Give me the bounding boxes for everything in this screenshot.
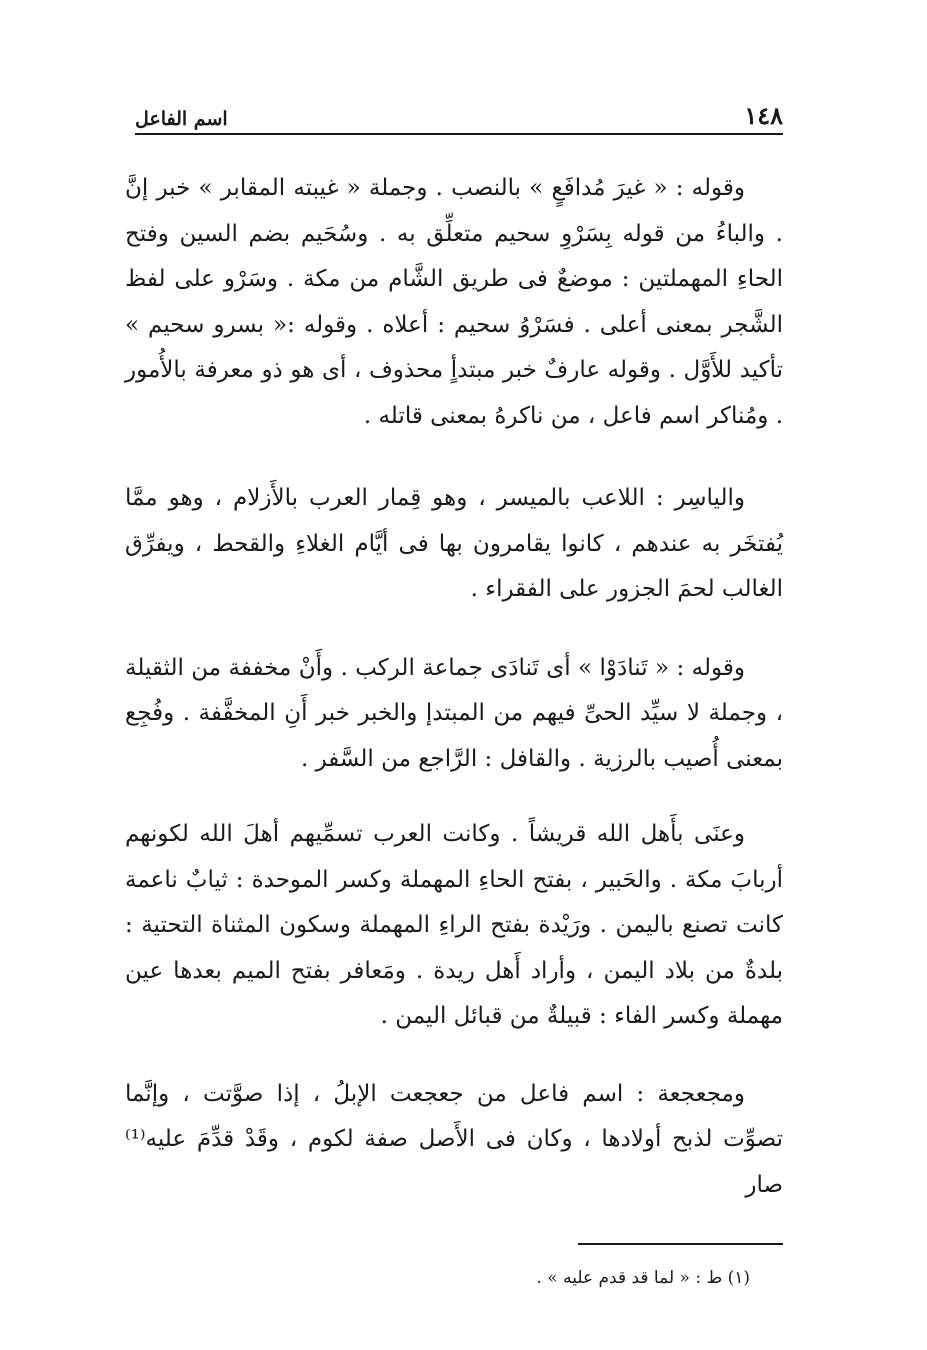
footnote: (١) ط : « لما قد قدم عليه » . — [536, 1268, 750, 1288]
header-rule — [135, 133, 783, 135]
paragraph-1: وقوله : « غيرَ مُدافَعٍ » بالنصب . وجملة « غيبته المقابر » خبر إنَّ . والباءُ من قوله بِسَرْوِ سحيم متعلِّق به . وسُحَيم بضم السين وفتح الحاءِ المهملتين : موضعٌ فى طريق الشَّام من مكة . وسَرْو على لفظ الشَّجر بمعنى أعلى . فسَرْوُ سحيم : أعلاه . وقوله :« بسرو سحيم » تأكيد للأَوَّل . وقوله عارفٌ خبر مبتدأٍ محذوف ، أى هو ذو معرفة بالأُمور . ومُناكر اسم فاعل ، من ناكرهُ بمعنى قاتله . — [125, 175, 783, 429]
paragraph-5: ومجعجعة : اسم فاعل من جعجعت الإبلُ ، إذا صوَّتت ، وإنَّما تصوِّت لذبح أولادها ، وكان فى الأَصل صفة لكوم ، وقَدْ قدِّمَ عليه⁽¹⁾ صار — [125, 1080, 783, 1198]
body-text — [125, 160, 783, 1208]
page-header — [135, 100, 783, 130]
paragraph-2: والياسِر : اللاعب بالميسر ، وهو قِمار العرب بالأَزلام ، وهو ممَّا يُفتخَر به عندهم ، كانوا يقامرون بها فى أيَّام الغلاءِ والقحط ، ويفرِّق الغالب لحمَ الجزور على الفقراء . — [125, 485, 783, 602]
paragraph-3: وقوله : « تَنادَوْا » أى تَنادَى جماعة الركب . وأَنْ مخففة من الثقيلة ، وجملة لا سيِّد الحىِّ فيهم من المبتدإ والخبر خبر أَنِ المخفَّفة . وفُجِع بمعنى أُصيب بالرزية . والقافل : الرَّاجع من السَّفر . — [125, 654, 783, 772]
page-number: ١٤٨ — [744, 101, 783, 130]
footnote-rule — [578, 1243, 783, 1245]
running-title: اسم الفاعل — [135, 108, 228, 130]
paragraph-4: وعنَى بأَهل الله قريشاً . وكانت العرب تسمِّيهم أهلَ الله لكونهم أربابَ مكة . والحَبير ، بفتح الحاءِ المهملة وكسر الموحدة : ثيابٌ ناعمة كانت تصنع باليمن . ورَيْدة بفتح الراءِ المهملة وسكون المثناة التحتية : بلدةٌ من بلاد اليمن ، وأراد أَهل ريدة . ومَعافر بفتح الميم بعدها عين مهملة وكسر الفاء : قبيلةٌ من قبائل اليمن . — [125, 821, 783, 1029]
